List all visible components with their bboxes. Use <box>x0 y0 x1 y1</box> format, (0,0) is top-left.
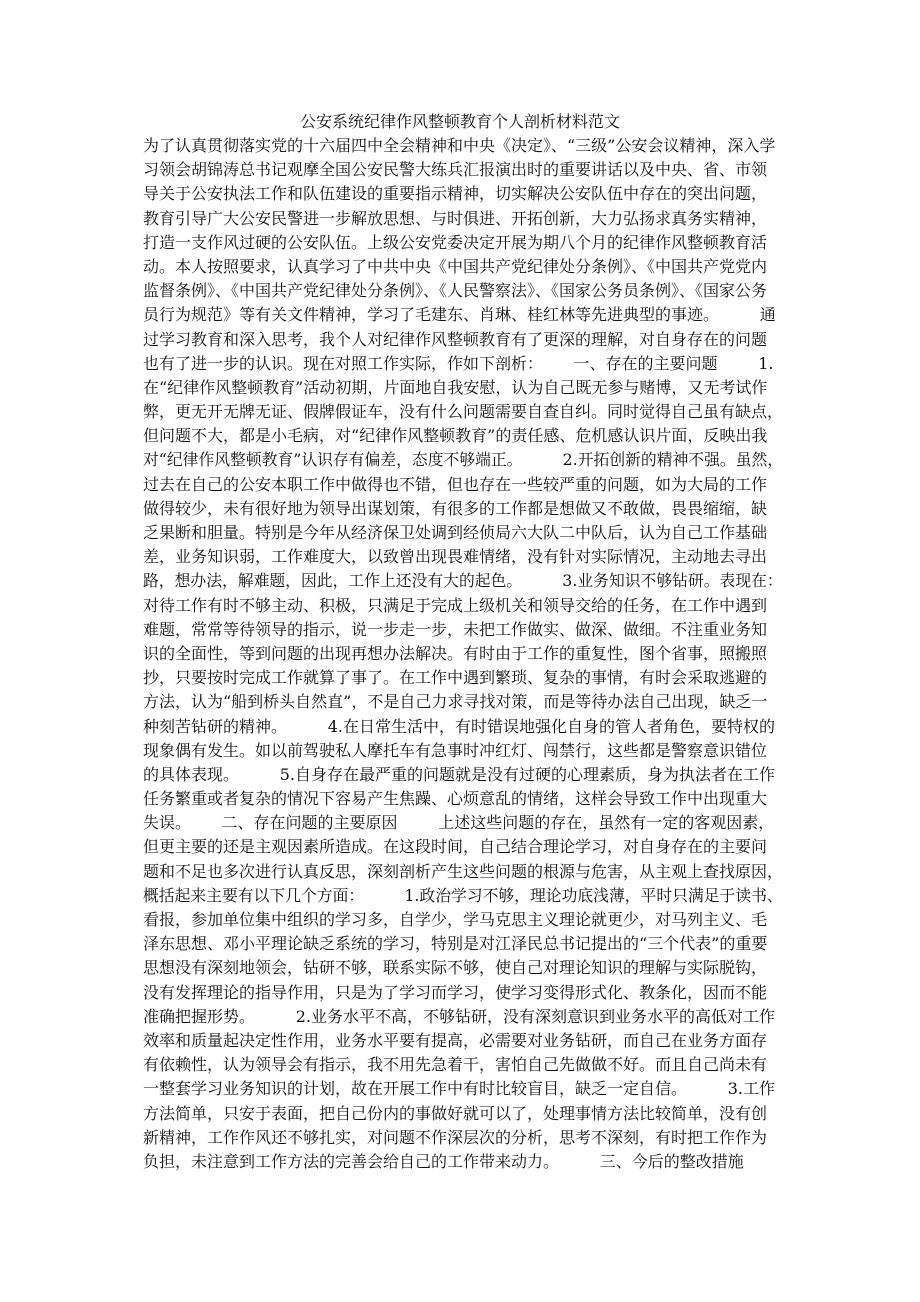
body-line: 效率和质量起决定性作用，业务水平要有提高，必需要对业务钻研，而自己在业务方面存 <box>143 1030 768 1050</box>
body-line: 识的全面性，等到问题的出现再想办法解决。有时由于工作的重复性，图个省事，照搬照 <box>143 643 768 663</box>
body-line: 没有发挥理论的指导作用，只是为了学习而学习，使学习变得形式化、教条化，因而不能 <box>143 982 768 1002</box>
body-line: 抄，只要按时完成工作就算了事了。在工作中遇到繁琐、复杂的事情，有时会采取逃避的 <box>143 668 768 688</box>
body-line: 路，想办法，解难题，因此，工作上还没有大的起色。 3.业务知识不够钻研。表现在： <box>143 571 783 591</box>
body-line: 做得较少，未有很好地为领导出谋划策，有很多的工作都是想做又不敢做，畏畏缩缩，缺 <box>143 498 768 518</box>
body-line: 对待工作有时不够主动、积极，只满足于完成上级机关和领导交给的任务，在工作中遇到 <box>143 595 768 615</box>
body-line: 现象偶有发生。如以前驾驶私人摩托车有急事时冲红灯、闯禁行，这些都是警察意识错位 <box>143 740 768 760</box>
body-line: 种刻苦钻研的精神。 4.在日常生活中，有时错误地强化自身的管人者角色，要特权的 <box>143 716 775 736</box>
body-line: 打造一支作风过硬的公安队伍。上级公安党委决定开展为期八个月的纪律作风整顿教育活 <box>143 232 768 252</box>
body-line: 失误。 二、存在问题的主要原因 上述这些问题的存在，虽然有一定的客观因素， <box>143 813 775 833</box>
body-line: 任务繁重或者复杂的情况下容易产生焦躁、心烦意乱的情绪，这样会导致工作中出现重大 <box>143 789 768 809</box>
body-line: 教育引导广大公安民警进一步解放思想、与时俱进、开拓创新，大力弘扬求真务实精神， <box>143 208 768 228</box>
body-line: 在“纪律作风整顿教育”活动初期，片面地自我安慰，认为自己既无参与赌博，又无考试作 <box>143 377 768 397</box>
body-line: 题和不足也多次进行认真反思，深刻剖析产生这些问题的根源与危害，从主观上查找原因， <box>143 861 784 881</box>
body-line: 但问题不大，都是小毛病，对“纪律作风整顿教育”的责任感、危机感认识片面，反映出我 <box>143 426 768 446</box>
body-line: 难题，常常等待领导的指示，说一步走一步，未把工作做实、做深、做细。不注重业务知 <box>143 619 768 639</box>
body-line: 思想没有深刻地领会，钻研不够，联系实际不够，使自己对理论知识的理解与实际脱钩， <box>143 958 768 978</box>
body-line: 看报，参加单位集中组织的学习多，自学少，学马克思主义理论就更少，对马列主义、毛 <box>143 910 768 929</box>
body-line: 监督条例》、《中国共产党纪律处分条例》、《人民警察法》、《国家公务员条例》、《国家公务 <box>143 281 768 301</box>
body-line: 概括起来主要有以下几个方面： 1.政治学习不够，理论功底浅薄，平时只满足于读书、 <box>143 885 783 905</box>
body-line: 新精神，工作作风还不够扎实，对问题不作深层次的分析，思考不深刻，有时把工作作为 <box>143 1127 768 1147</box>
body-line: 一整套学习业务知识的计划，故在开展工作中有时比较盲目，缺乏一定自信。 3.工作 <box>143 1079 775 1099</box>
body-line: 员行为规范》等有关文件精神，学习了毛建东、肖琳、桂红林等先进典型的事迹。 通 <box>143 305 776 325</box>
body-line: 有依赖性，认为领导会有指示，我不用先急着干，害怕自己先做做不好。而且自己尚未有 <box>143 1055 768 1075</box>
body-line: 的具体表现。 5.自身存在最严重的问题就是没有过硬的心理素质，身为执法者在工作 <box>143 764 775 784</box>
body-line: 准确把握形势。 2.业务水平不高，不够钻研，没有深刻意识到业务水平的高低对工作 <box>143 1006 775 1026</box>
body-line: 弊，更无开无牌无证、假牌假证车，没有什么问题需要自查自纠。同时觉得自己虽有缺点， <box>143 402 784 422</box>
body-line: 动。本人按照要求，认真学习了中共中央《中国共产党纪律处分条例》、《中国共产党党内 <box>143 256 768 276</box>
body-line: 过学习教育和深入思考，我个人对纪律作风整顿教育有了更深的理解，对自身存在的问题 <box>143 329 768 349</box>
body-line: 习领会胡锦涛总书记观摩全国公安民警大练兵汇报演出时的重要讲话以及中央、省、市领 <box>143 160 768 180</box>
document-title: 公安系统纪律作风整顿教育个人剖析材料范文 <box>299 112 620 131</box>
body-line: 负担，未注意到工作方法的完善会给自己的工作带来动力。 三、今后的整改措施 <box>143 1151 744 1171</box>
body-line: 对“纪律作风整顿教育”认识存有偏差，态度不够端正。 2.开拓创新的精神不强。虽然， <box>143 450 784 470</box>
body-line: 泽东思想、邓小平理论缺乏系统的学习，特别是对江泽民总书记提出的“三个代表”的重要 <box>143 934 768 954</box>
body-line: 乏果断和胆量。特别是今年从经济保卫处调到经侦局六大队二中队后，认为自己工作基础 <box>143 523 768 542</box>
document-body <box>143 134 783 1174</box>
body-line: 但更主要的还是主观因素所造成。在这段时间，自己结合理论学习，对自身存在的主要问 <box>143 837 768 857</box>
body-line: 为了认真贯彻落实党的十六届四中全会精神和中央《决定》、“三级”公安会议精神，深入学 <box>143 136 776 155</box>
body-line: 过去在自己的公安本职工作中做得也不错，但也存在一些较严重的问题，如为大局的工作 <box>143 474 768 494</box>
body-line: 导关于公安执法工作和队伍建设的重要指示精神，切实解决公安队伍中存在的突出问题， <box>143 184 768 204</box>
body-line: 方法，认为“船到桥头自然直”，不是自己力求寻找对策，而是等待办法自己出现，缺乏一 <box>143 692 768 712</box>
body-line: 也有了进一步的认识。现在对照工作实际，作如下剖析： 一、存在的主要问题 1. <box>143 353 774 373</box>
body-line: 方法简单，只安于表面，把自己份内的事做好就可以了，处理事情方法比较简单，没有创 <box>143 1103 768 1123</box>
body-line: 差，业务知识弱，工作难度大，以致曾出现畏难情绪，没有针对实际情况，主动地去寻出 <box>143 547 768 567</box>
